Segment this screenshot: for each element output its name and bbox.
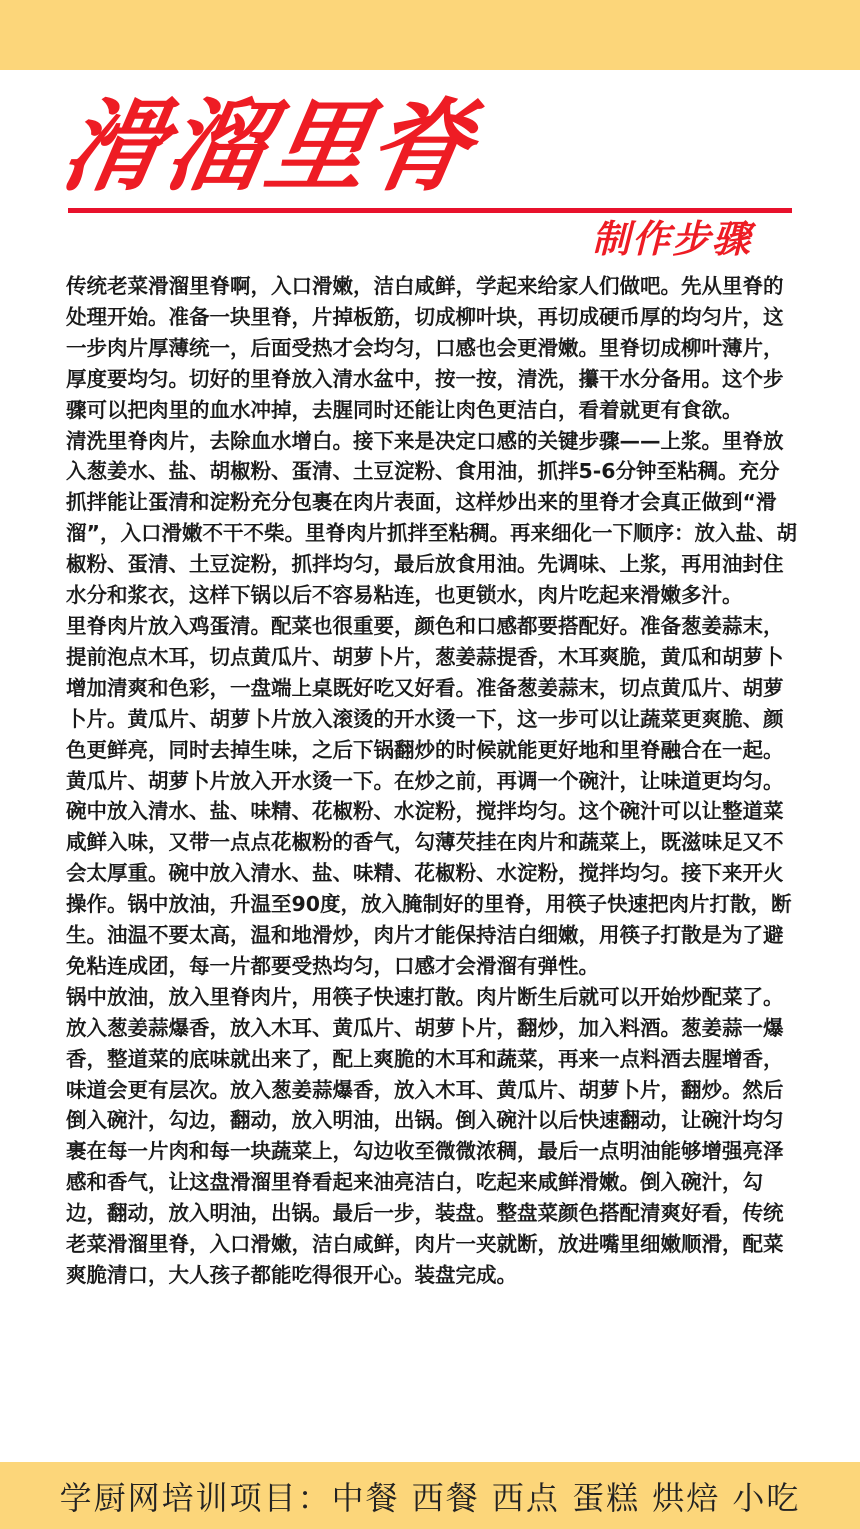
page-title: 滑溜里脊	[53, 88, 483, 205]
page-subtitle: 制作步骤	[592, 217, 753, 261]
footer-text: 学厨网培训项目：中餐 西餐 西点 蛋糕 烘焙 小吃	[59, 1479, 801, 1517]
step-paragraph: 传统老菜滑溜里脊啊，入口滑嫩，洁白咸鲜，学起来给家人们做吧。先从里脊的处理开始。准备一块里脊，片掉板筋，切成柳叶块，再切成硬币厚的均匀片，这一步肉片厚薄统一，后面受热才会均匀，口感也会更滑嫩。里脊切成柳叶薄片，厚度要均匀。切好的里脊放入清水盆中，按一按，清洗，攥干水分备用。这个步骤可以把肉里的血水冲掉，去腥同时还能让肉色更洁白，看着就更有食欲。	[66, 274, 784, 422]
step-paragraph: 黄瓜片、胡萝卜片放入开水烫一下。在炒之前，再调一个碗汁，让味道更均匀。碗中放入清水、盐、味精、花椒粉、水淀粉，搅拌均匀。这个碗汁可以让整道菜咸鲜入味，又带一点点花椒粉的香气，勾薄芡挂在肉片和蔬菜上，既滋味足又不会太厚重。碗中放入清水、盐、味精、花椒粉、水淀粉，搅拌均匀。接下来开火操作。锅中放油，升温至90度，放入腌制好的里脊，用筷子快速把肉片打散，断生。油温不要太高，温和地滑炒，肉片才能保持洁白细嫩，用筷子打散是为了避免粘连成团，每一片都要受热均匀，口感才会滑溜有弹性。	[66, 768, 792, 978]
step-paragraph: 里脊肉片放入鸡蛋清。配菜也很重要，颜色和口感都要搭配好。准备葱姜蒜末，提前泡点木耳，切点黄瓜片、胡萝卜片，葱姜蒜提香，木耳爽脆，黄瓜和胡萝卜增加清爽和色彩，一盘端上桌既好吃又好看。准备葱姜蒜末，切点黄瓜片、胡萝卜片。黄瓜片、胡萝卜片放入滚烫的开水烫一下，这一步可以让蔬菜更爽脆、颜色更鲜亮，同时去掉生味，之后下锅翻炒的时候就能更好地和里脊融合在一起。	[66, 613, 784, 762]
top-banner	[0, 0, 860, 70]
recipe-steps	[66, 271, 800, 1291]
step-paragraph: 清洗里脊肉片，去除血水增白。接下来是决定口感的关键步骤——上浆。里脊放入葱姜水、盐、胡椒粉、蛋清、土豆淀粉、食用油，抓拌5-6分钟至粘稠。充分抓拌能让蛋清和淀粉充分包裹在肉片表面，这样炒出来的里脊才会真正做到“滑溜”，入口滑嫩不干不柴。里脊肉片抓拌至粘稠。再来细化一下顺序：放入盐、胡椒粉、蛋清、土豆淀粉，抓拌均匀，最后放食用油。先调味、上浆，再用油封住水分和浆衣，这样下锅以后不容易粘连，也更锁水，肉片吃起来滑嫩多汁。	[66, 428, 797, 608]
step-paragraph: 锅中放油，放入里脊肉片，用筷子快速打散。肉片断生后就可以开始炒配菜了。放入葱姜蒜爆香，放入木耳、黄瓜片、胡萝卜片，翻炒，加入料酒。葱姜蒜一爆香，整道菜的底味就出来了，配上爽脆的木耳和蔬菜，再来一点料酒去腥增香，味道会更有层次。放入葱姜蒜爆香，放入木耳、黄瓜片、胡萝卜片，翻炒。然后倒入碗汁，勾边，翻动，放入明油，出锅。倒入碗汁以后快速翻动，让碗汁均匀裹在每一片肉和每一块蔬菜上，勾边收至微微浓稠，最后一点明油能够增强亮泽感和香气，让这盘滑溜里脊看起来油亮洁白，吃起来咸鲜滑嫩。倒入碗汁，勾边，翻动，放入明油，出锅。最后一步，装盘。整盘菜颜色搭配清爽好看，传统老菜滑溜里脊，入口滑嫩，洁白咸鲜，肉片一夹就断，放进嘴里细嫩顺滑，配菜爽脆清口，大人孩子都能吃得很开心。装盘完成。	[66, 984, 784, 1287]
title-divider	[68, 208, 792, 213]
